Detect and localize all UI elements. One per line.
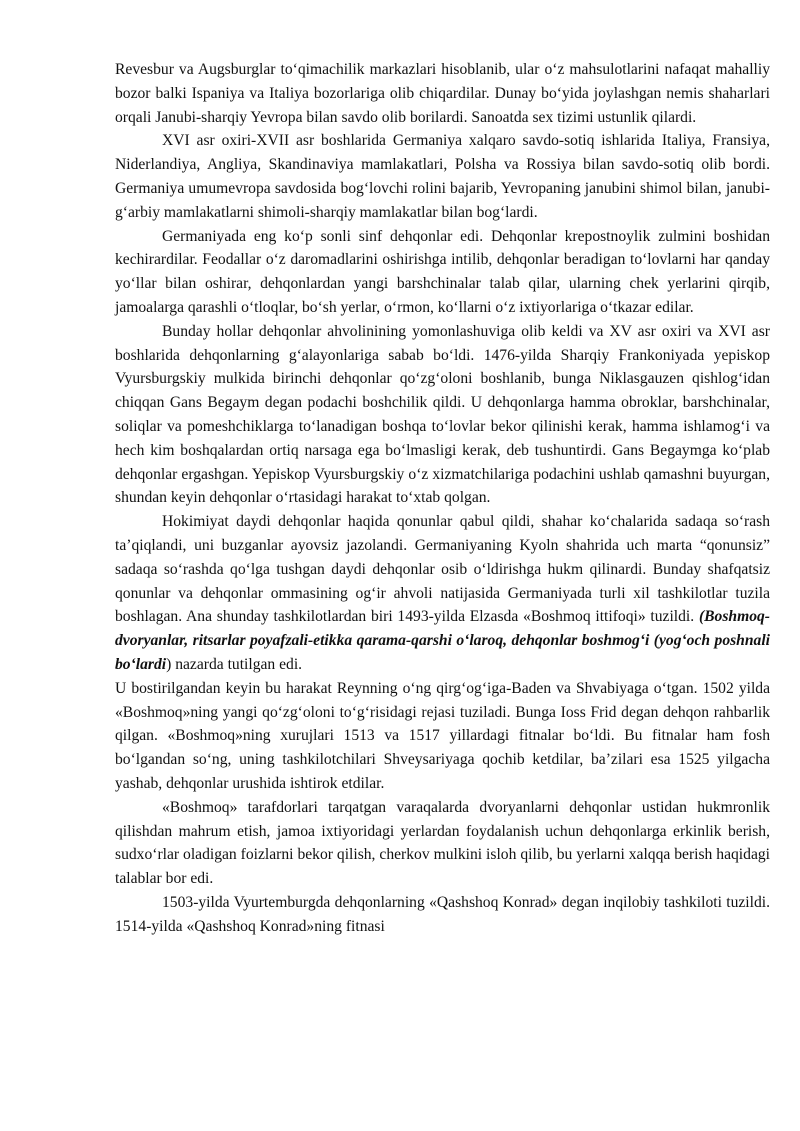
paragraph-5-text: Hokimiyat daydi dehqonlar haqida qonunlar qabul qildi, shahar ko‘chalarida sadaqa so‘rash ta’qiqlandi, uni buzganlar ayovsiz jazolandi. Germaniyaning Kyoln shahrida uch marta “qonunsiz” sadaqa so‘rashda qo‘lga tushgan daydi dehqonlar osib o‘ldirishga hukm qilinardi. Bunday shafqatsiz qonunlar va dehqonlar ommasining og‘ir ahvoli natijasida Germaniyada turli xil tashkilotlar tuzila boshlagan. Ana shunday tashkilotlardan biri 1493-yilda Elzasda «Boshmoq ittifoqi» tuzildi. [115,513,770,626]
paragraph-2: XVI asr oxiri-XVII asr boshlarida Germaniya xalqaro savdo-sotiq ishlarida Italiya, Fransiya, Niderlandiya, Angliya, Skandinaviya mamlakatlari, Polsha va Rossiya bilan savdo-sotiq olib bordi. Germaniya umumevropa savdosida bog‘lovchi rolini bajarib, Yevropaning janubini shimol bilan, janubi-g‘arbiy mamlakatlarni shimoli-sharqiy mamlakatlar bilan bog‘lardi. [115,132,770,221]
paragraph-4: Bunday hollar dehqonlar ahvolinining yomonlashuviga olib keldi va XV asr oxiri va XVI asr boshlarida dehqonlarning g‘alayonlariga sabab bo‘ldi. 1476-yilda Sharqiy Frankoniyada yepiskop Vyursburgskiy mulkida birinchi dehqonlar qo‘zg‘oloni boshlanib, bunga Niklasgauzen qishlog‘idan chiqqan Gans Begaym degan podachi boshchilik qildi. U dehqonlarga hamma obroklar, barshchinalar, soliqlar va pomeshchiklarga to‘lanadigan boshqa to‘lovlar bekor qilinishi kerak, hamma ishlamog‘i va hech kim boshqalardan ortiq narsaga ega bo‘lmasligi kerak, deb tushuntirdi. Gans Begaymga ko‘plab dehqonlar ergashgan. Yepiskop Vyursburgskiy o‘z xizmatchilariga podachini ushlab qamashni buyurgan, shundan keyin dehqonlar o‘rtasidagi harakat to‘xtab qolgan. [115,322,770,507]
paragraph-8: 1503-yilda Vyurtemburgda dehqonlarning «Qashshoq Konrad» degan inqilobiy tashkiloti tuzildi. 1514-yilda «Qashshoq Konrad»ning fitnasi [115,893,770,935]
paragraph-6: U bostirilgandan keyin bu harakat Reynning o‘ng qirg‘og‘iga-Baden va Shvabiyaga o‘tgan. 1502 yilda «Boshmoq»ning yangi qo‘zg‘oloni to‘g‘risidagi rejasi tuziladi. Bunga Ioss Frid degan dehqon rahbarlik qilgan. «Boshmoq»ning xurujlari 1513 va 1517 yillardagi fitnalar bo‘ldi. Bu fitnalar ham fosh bo‘lgandan so‘ng, uning tashkilotchilari Shveysariyaga qochib ketdilar, ba’zilari esa 1525 yilgacha yashab, dehqonlar urushida ishtirok etdilar. [115,679,770,792]
document-page [115,58,770,938]
paragraph-1: Revesbur va Augsburglar to‘qimachilik markazlari hisoblanib, ular o‘z mahsulotlarini nafaqat mahalliy bozor balki Ispaniya va Italiya bozorlariga olib chiqardilar. Dunay bo‘yida joylashgan nemis shaharlari orqali Janubi-sharqiy Yevropa bilan savdo olib borilardi. Sanoatda sex tizimi ustunlik qilardi. [115,61,770,126]
paragraph-5 [115,510,770,677]
paragraph-3: Germaniyada eng ko‘p sonli sinf dehqonlar edi. Dehqonlar krepostnoylik zulmini boshidan kechirardilar. Feodallar o‘z daromadlarini oshirishga intilib, dehqonlar beradigan to‘lovlarni har qanday yo‘llar bilan oshirar, dehqonlardan yangi barshchinalar talab qilar, ularning chek yerlarini qirqib, jamoalarga qarashli o‘tloqlar, bo‘sh yerlar, o‘rmon, ko‘llarni o‘z ixtiyorlariga o‘tkazar edilar. [115,227,770,316]
paragraph-5-emphasis: (Boshmoq-dvoryanlar, ritsarlar poyafzali-etikka qarama-qarshi o‘laroq, dehqonlar boshmog‘i (yog‘och poshnali bo‘lardi [115,608,770,673]
paragraph-5-end: ) nazarda tutilgan edi. [166,655,303,673]
paragraph-7: «Boshmoq» tarafdorlari tarqatgan varaqalarda dvoryanlarni dehqonlar ustidan hukmronlik qilishdan mahrum etish, jamoa ixtiyoridagi yerlardan foydalanish uchun dehqonlarga erkinlik berish, sudxo‘rlar oladigan foizlarni bekor qilish, cherkov mulkini isloh qilib, bu yerlarni xalqqa berish haqidagi talablar bor edi. [115,798,770,888]
